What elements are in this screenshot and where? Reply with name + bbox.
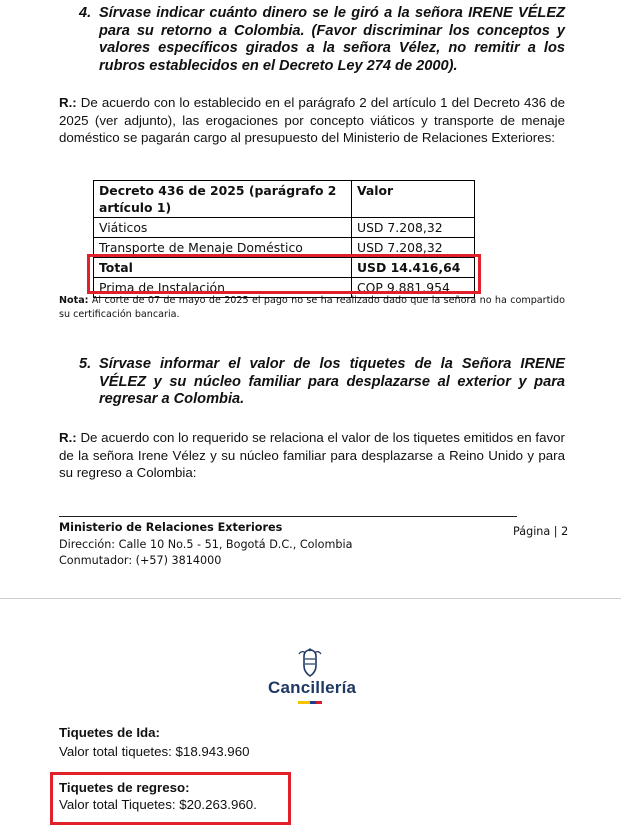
question-5-text: Sírvase informar el valor de los tiquetes de la Señora IRENE VÉLEZ y su núcleo familiar para desplazarse al exterior y para regresar a Colombia. [99,356,565,407]
table-cell: Total [94,258,352,278]
table-cell: Prima de Instalación [94,278,352,298]
table-header-row [94,181,475,218]
table-header-concept: Decreto 436 de 2025 (parágrafo 2 artículo 1) [94,181,352,218]
answer-5-text: De acuerdo con lo requerido se relaciona el valor de los tiquetes emitidos en favor de la señora Irene Vélez y su núcleo familiar para desplazarse a Reino Unido y para su regreso a Colombia: [59,430,565,480]
note [59,294,565,321]
tickets-ida-title: Tiquetes de Ida: [59,725,160,740]
note-text: Al corte de 07 de mayo de 2025 el pago no se ha realizado dado que la señora no ha compartido su certificación bancaria. [59,295,565,320]
answer-4-text: De acuerdo con lo establecido en el parágrafo 2 del artículo 1 del Decreto 436 de 2025 (ver adjunto), las erogaciones por concepto viáticos y transporte de menaje doméstico se pagarán cargo al presupuesto del Ministerio de Relaciones Exteriores: [59,95,565,145]
tickets-ida-value: Valor total tiquetes: $18.943.960 [59,744,250,759]
table-header-value: Valor [352,181,475,218]
footer-address: Dirección: Calle 10 No.5 - 51, Bogotá D.C., Colombia [59,538,353,551]
tickets-regreso-title: Tiquetes de regreso: [59,780,190,795]
highlight-box-regreso [50,772,291,825]
question-4-text: Sírvase indicar cuánto dinero se le giró a la señora IRENE VÉLEZ para su retorno a Colombia. (Favor discriminar los conceptos y valores específicos girados a la señora Vélez, no remitir a los rubros establecidos en el Decreto Ley 274 de 2000). [99,5,565,74]
page-number: Página | 2 [513,525,569,538]
table-row [94,218,475,238]
table-cell: USD 7.208,32 [352,238,475,258]
answer-5 [59,429,565,482]
question-4 [79,5,565,75]
answer-4 [59,94,565,147]
highlight-box-total [87,254,481,294]
table-cell: USD 14.416,64 [352,258,475,278]
logo-cancilleria: Cancillería [268,678,357,697]
table-cell: Viáticos [94,218,352,238]
flag-stripe-red [316,701,322,704]
footer-ministry: Ministerio de Relaciones Exteriores [59,521,283,534]
question-5 [79,356,565,409]
footer-phone: Conmutador: (+57) 3814000 [59,554,222,567]
note-label: Nota: [59,295,89,306]
page-separator [0,598,621,599]
table-cell: COP 9.881.954 [352,278,475,298]
answer-5-prefix: R.: [59,430,77,445]
table-cell: USD 7.208,32 [352,218,475,238]
footer-divider [59,516,517,517]
question-4-number: 4. [79,5,92,21]
flag-stripe-yellow [298,701,310,704]
tickets-regreso-value: Valor total Tiquetes: $20.263.960. [59,797,257,812]
answer-4-prefix: R.: [59,95,77,110]
coat-of-arms-icon [296,648,324,678]
question-5-number: 5. [79,356,92,372]
table-cell: Transporte de Menaje Doméstico [94,238,352,258]
